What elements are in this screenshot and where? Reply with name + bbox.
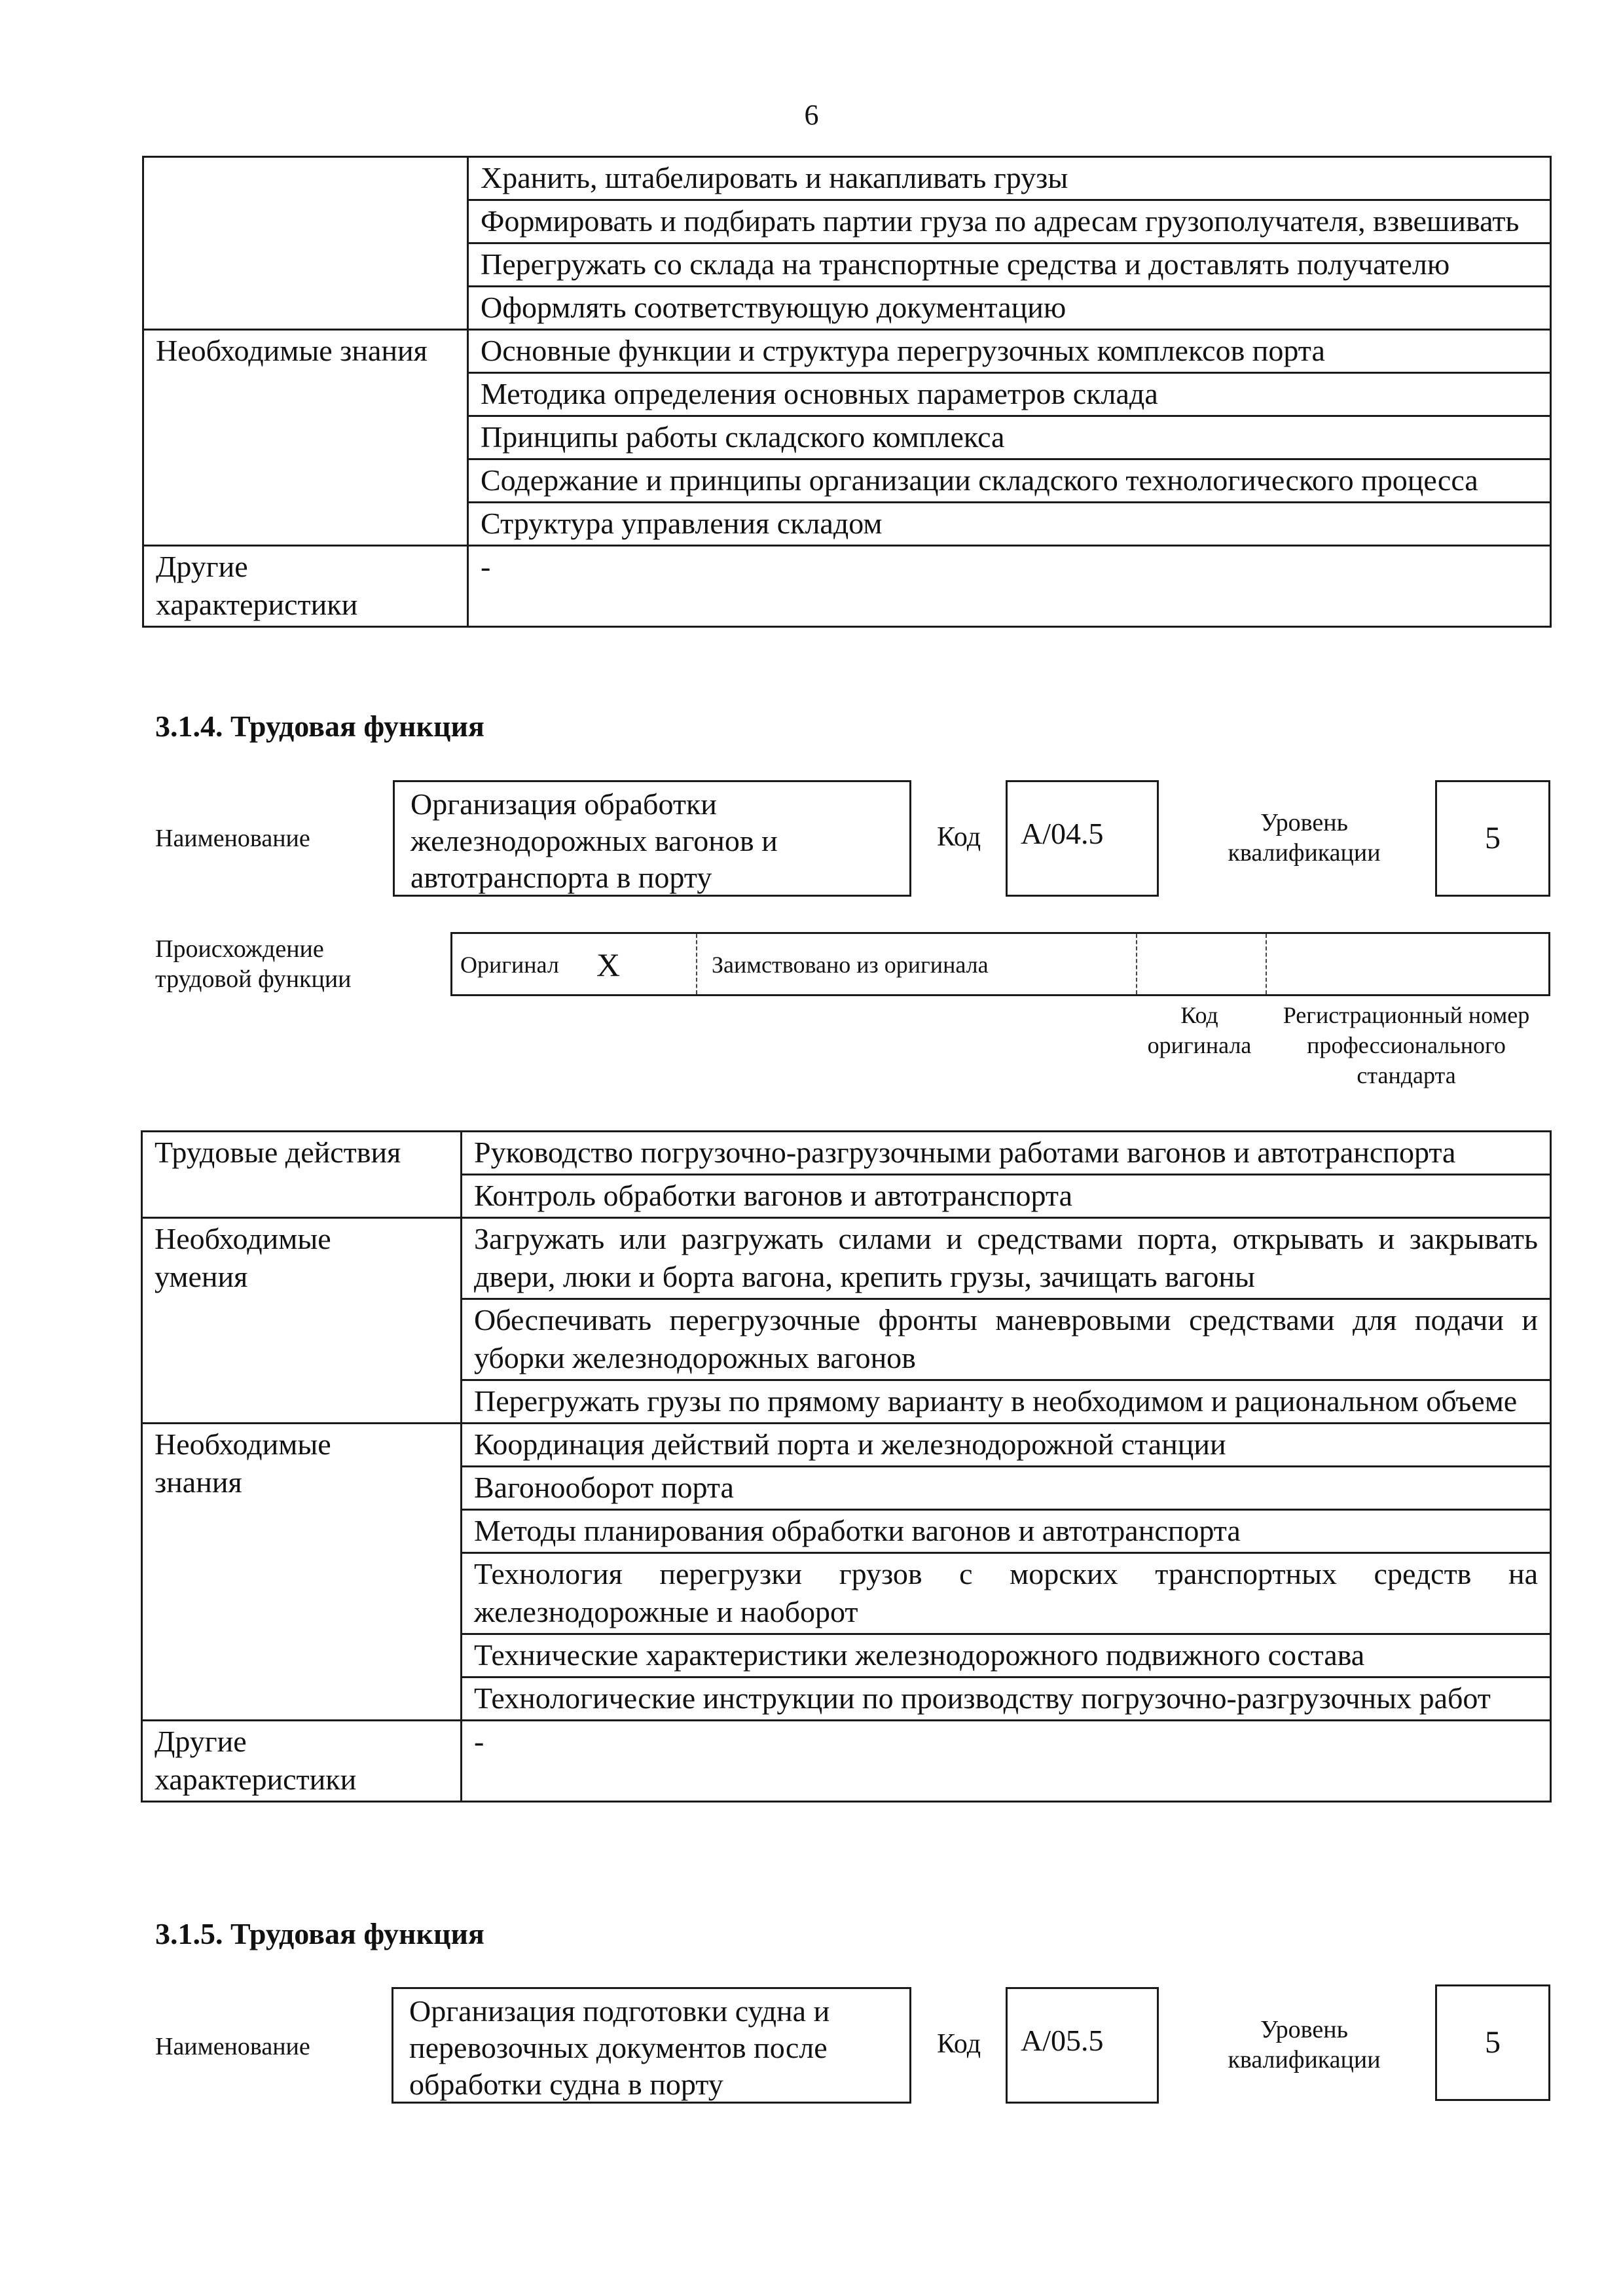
divider [696,934,697,994]
row-label [143,157,468,330]
section-heading-314: 3.1.4. Трудовая функция [155,709,484,743]
table-cell: - [462,1721,1551,1802]
table-row [142,1218,1551,1299]
code-label: Код [937,822,981,852]
table-row [143,330,1551,373]
table-cell: - [468,546,1551,627]
table-cell: Методы планирования обработки вагонов и автотранспорта [462,1510,1551,1553]
level-box: 5 [1435,780,1550,897]
original-code-caption: Код оригинала [1147,1002,1252,1058]
code-label: Код [937,2029,981,2059]
origin-label: Происхождение трудовой функции [155,935,352,993]
table-row [143,546,1551,627]
table-cell: Руководство погрузочно-разгрузочными работами вагонов и автотранспорта [462,1132,1551,1175]
borrowed-label: Заимствовано из оригинала [712,952,989,978]
level-label: Уровень квалификации [1228,809,1381,867]
table-cell: Хранить, штабелировать и накапливать грузы [468,157,1551,200]
row-label: Необходимые знания [142,1424,462,1721]
divider [1136,934,1137,994]
table-cell: Вагонооборот порта [462,1467,1551,1510]
table-cell: Координация действий порта и железнодорожной станции [462,1424,1551,1467]
level-label: Уровень квалификации [1228,2016,1381,2073]
row-label: Необходимые умения [142,1218,462,1424]
name-label: Наименование [155,2033,310,2060]
row-label: Другие характеристики [143,546,468,627]
table-row [142,1721,1551,1802]
divider [1266,934,1267,994]
table-cell: Технология перегрузки грузов с морских транспортных средств на железнодорожные и наоборот [462,1553,1551,1634]
table-cell: Технологические инструкции по производству погрузочно-разгрузочных работ [462,1677,1551,1721]
function-name-box: Организация обработки железнодорожных вагонов и автотранспорта в порту [393,780,911,897]
table-cell: Контроль обработки вагонов и автотранспорта [462,1175,1551,1218]
table-cell: Обеспечивать перегрузочные фронты маневровыми средствами для подачи и уборки железнодорожных вагонов [462,1299,1551,1380]
table-cell: Формировать и подбирать партии груза по адресам грузополучателя, взвешивать [468,200,1551,243]
labor-function-table [141,1130,1552,1803]
row-label: Другие характеристики [142,1721,462,1802]
table-cell: Оформлять соответствующую документацию [468,287,1551,330]
table-cell: Принципы работы складского комплекса [468,416,1551,459]
original-mark: Х [596,946,621,983]
name-label: Наименование [155,825,310,852]
table-cell: Содержание и принципы организации складского технологического процесса [468,459,1551,503]
code-box: А/04.5 [1006,780,1159,897]
table-cell: Технические характеристики железнодорожного подвижного состава [462,1634,1551,1677]
table-cell: Перегружать грузы по прямому варианту в необходимом и рациональном объеме [462,1380,1551,1424]
top-table [142,156,1552,628]
page-number: 6 [804,99,819,131]
level-box: 5 [1435,1984,1550,2101]
reg-number-caption: Регистрационный номер профессионального стандарта [1283,1002,1530,1088]
row-label: Необходимые знания [143,330,468,546]
table-cell: Структура управления складом [468,503,1551,546]
section-heading-315: 3.1.5. Трудовая функция [155,1917,484,1950]
table-row [142,1132,1551,1175]
code-box: А/05.5 [1006,1987,1159,2104]
table-cell: Основные функции и структура перегрузочных комплексов порта [468,330,1551,373]
row-label: Трудовые действия [142,1132,462,1218]
function-name-box: Организация подготовки судна и перевозочных документов после обработки судна в порту [392,1987,911,2104]
table-row [143,157,1551,200]
table-row [142,1424,1551,1467]
origin-box [450,932,1550,996]
table-cell: Методика определения основных параметров склада [468,373,1551,416]
original-label: Оригинал [460,952,559,978]
table-cell: Загружать или разгружать силами и средствами порта, открывать и закрывать двери, люки и борта вагона, крепить грузы, зачищать вагоны [462,1218,1551,1299]
table-cell: Перегружать со склада на транспортные средства и доставлять получателю [468,243,1551,287]
